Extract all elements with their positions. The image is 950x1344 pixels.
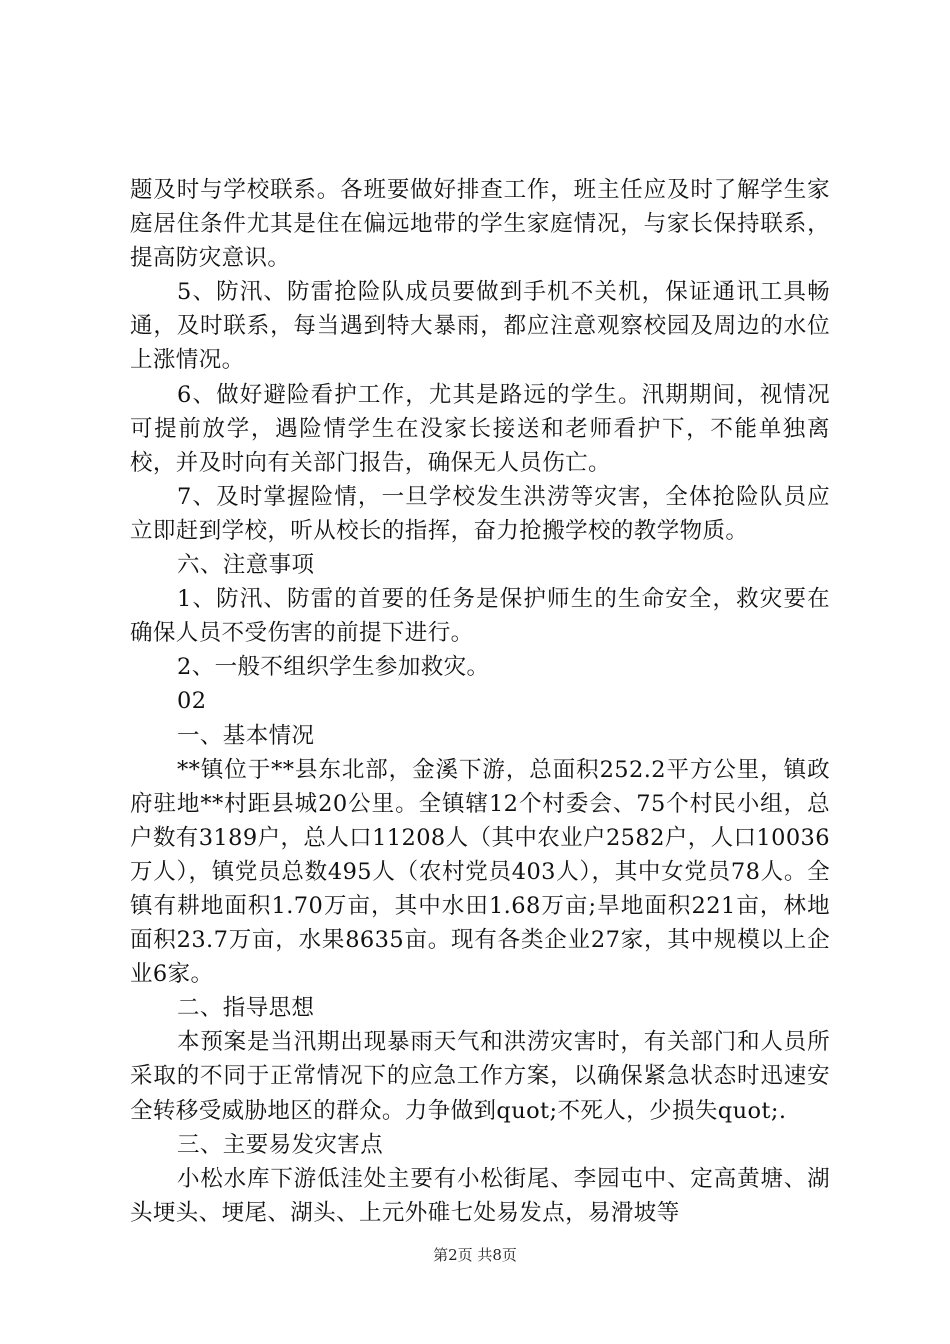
paragraph: 6、做好避险看护工作，尤其是路远的学生。汛期期间，视情况可提前放学，遇险情学生在没家长接送和老师看护下，不能单独离校，并及时向有关部门报告，确保无人员伤亡。: [130, 381, 830, 476]
paragraph: 1、防汛、防雷的首要的任务是保护师生的生命安全，救灾要在确保人员不受伤害的前提下进行。: [130, 586, 830, 647]
paragraph: 题及时与学校联系。各班要做好排查工作，班主任应及时了解学生家庭居住条件尤其是住在偏远地带的学生家庭情况，与家长保持联系，提高防灾意识。: [130, 177, 830, 272]
section-heading: 二、指导思想: [177, 995, 315, 1022]
page-footer: [0, 1244, 950, 1265]
section-number: 02: [177, 688, 207, 715]
section-heading: 三、主要易发灾害点: [177, 1131, 384, 1158]
section-heading: 六、注意事项: [177, 552, 315, 579]
paragraph: 2、一般不组织学生参加救灾。: [177, 654, 490, 681]
page-number-label: 第2页 共8页: [433, 1246, 517, 1264]
paragraph: 本预案是当汛期出现暴雨天气和洪涝灾害时，有关部门和人员所采取的不同于正常情况下的应急工作方案，以确保紧急状态时迅速安全转移受威胁地区的群众。力争做到quot;不死人，少损失quot;.: [130, 1029, 830, 1124]
paragraph: 小松水库下游低洼处主要有小松街尾、李园屯中、定高黄塘、湖头埂头、埂尾、湖头、上元外碓七处易发点，易滑坡等: [130, 1165, 830, 1226]
paragraph: **镇位于**县东北部，金溪下游，总面积252.2平方公里，镇政府驻地**村距县城20公里。全镇辖12个村委会、75个村民小组，总户数有3189户，总人口11208人（其中农业户2582户，人口10036万人），镇党员总数495人（农村党员403人），其中女党员78人。全镇有耕地面积1.70万亩，其中水田1.68万亩;旱地面积221亩，林地面积23.7万亩，水果8635亩。现有各类企业27家，其中规模以上企业6家。: [130, 756, 830, 988]
document-body: [130, 173, 830, 1230]
section-heading: 一、基本情况: [177, 722, 315, 749]
paragraph: 5、防汛、防雷抢险队成员要做到手机不关机，保证通讯工具畅通，及时联系，每当遇到特大暴雨，都应注意观察校园及周边的水位上涨情况。: [130, 279, 830, 374]
paragraph: 7、及时掌握险情，一旦学校发生洪涝等灾害，全体抢险队员应立即赶到学校，听从校长的指挥，奋力抢搬学校的教学物质。: [130, 483, 830, 544]
